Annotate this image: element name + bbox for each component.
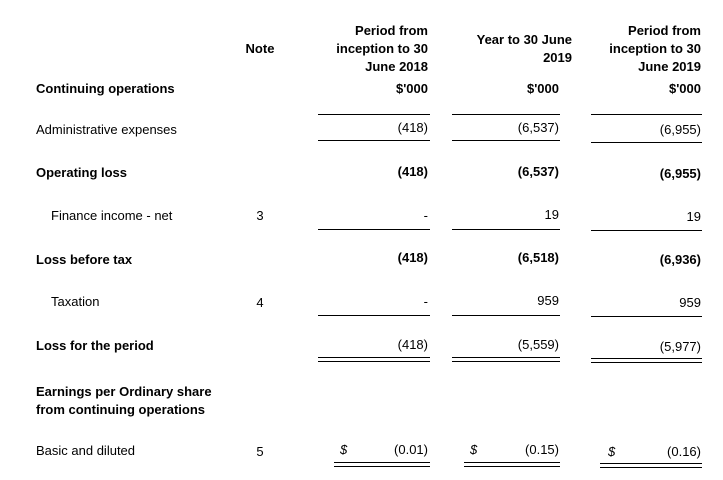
note-column-header: Note [245,41,275,56]
col2-rule [452,140,560,141]
row-tax-label: Taxation [51,294,100,309]
col3-header-line3: June 2019 [638,59,701,74]
col2-rule [452,315,560,316]
col2-double-rule [464,462,560,467]
row-lfp-v2: (5,559) [517,337,559,352]
col2-currency: $ [470,442,478,457]
col2-header-line2: 2019 [543,50,572,65]
col3-header-line2: inception to 30 [609,41,701,56]
row-admin-v1: (418) [397,120,428,135]
section-continuing-operations: Continuing operations [36,81,175,96]
row-finance-label: Finance income - net [51,208,173,223]
col3-header-line1: Period from [628,23,701,38]
row-lfp-v1: (418) [397,337,428,352]
col3-double-rule [600,463,702,468]
eps-heading-line1: Earnings per Ordinary share [36,384,212,399]
col1-header-line1: Period from [355,23,428,38]
col3-currency: $ [608,444,616,459]
row-oploss-v3: (6,955) [659,166,701,181]
row-oploss-v2: (6,537) [517,164,559,179]
col1-header-line2: inception to 30 [336,41,428,56]
col2-unit: $'000 [526,81,559,96]
col1-double-rule [334,462,430,467]
row-basic-v1: (0.01) [394,442,428,457]
row-tax-v3: 959 [679,295,701,310]
col1-rule [318,315,430,316]
col2-header-line1: Year to 30 June [476,32,572,47]
col2-rule [452,114,560,115]
eps-heading [36,383,212,419]
row-lfp-label: Loss for the period [36,338,154,353]
col1-rule [318,229,430,230]
row-lbt-v1: (418) [397,250,428,265]
row-tax-note: 4 [256,295,264,310]
row-tax-v1: - [423,294,428,309]
col3-rule [591,142,702,143]
col1-header-line3: June 2018 [365,59,428,74]
row-basic-v3: (0.16) [667,444,701,459]
row-finance-note: 3 [256,208,264,223]
row-finance-v3: 19 [686,209,701,224]
row-admin-v3: (6,955) [659,122,701,137]
row-lbt-v3: (6,936) [659,252,701,267]
row-admin-label: Administrative expenses [36,122,177,137]
row-basic-note: 5 [256,444,264,459]
row-tax-v2: 959 [537,293,559,308]
row-basic-label: Basic and diluted [36,443,136,458]
col3-rule [591,316,702,317]
row-lbt-v2: (6,518) [517,250,559,265]
row-admin-v2: (6,537) [517,120,559,135]
row-oploss-v1: (418) [397,164,428,179]
col2-double-rule [452,357,560,362]
col2-rule [452,229,560,230]
col1-rule [318,114,430,115]
col1-header [318,22,428,76]
row-lfp-v3: (5,977) [659,339,701,354]
col3-double-rule [591,358,702,363]
col1-double-rule [318,357,430,362]
row-lbt-label: Loss before tax [36,252,133,267]
col1-currency: $ [340,442,348,457]
col3-header [591,22,701,76]
row-finance-v2: 19 [544,207,559,222]
row-basic-v2: (0.15) [525,442,559,457]
col1-unit: $'000 [395,81,428,96]
col3-rule [591,230,702,231]
col1-rule [318,140,430,141]
row-finance-v1: - [423,208,428,223]
col3-rule [591,114,702,115]
col3-unit: $'000 [668,81,701,96]
eps-heading-line2: from continuing operations [36,402,205,417]
row-oploss-label: Operating loss [36,165,128,180]
col2-header [452,31,572,67]
